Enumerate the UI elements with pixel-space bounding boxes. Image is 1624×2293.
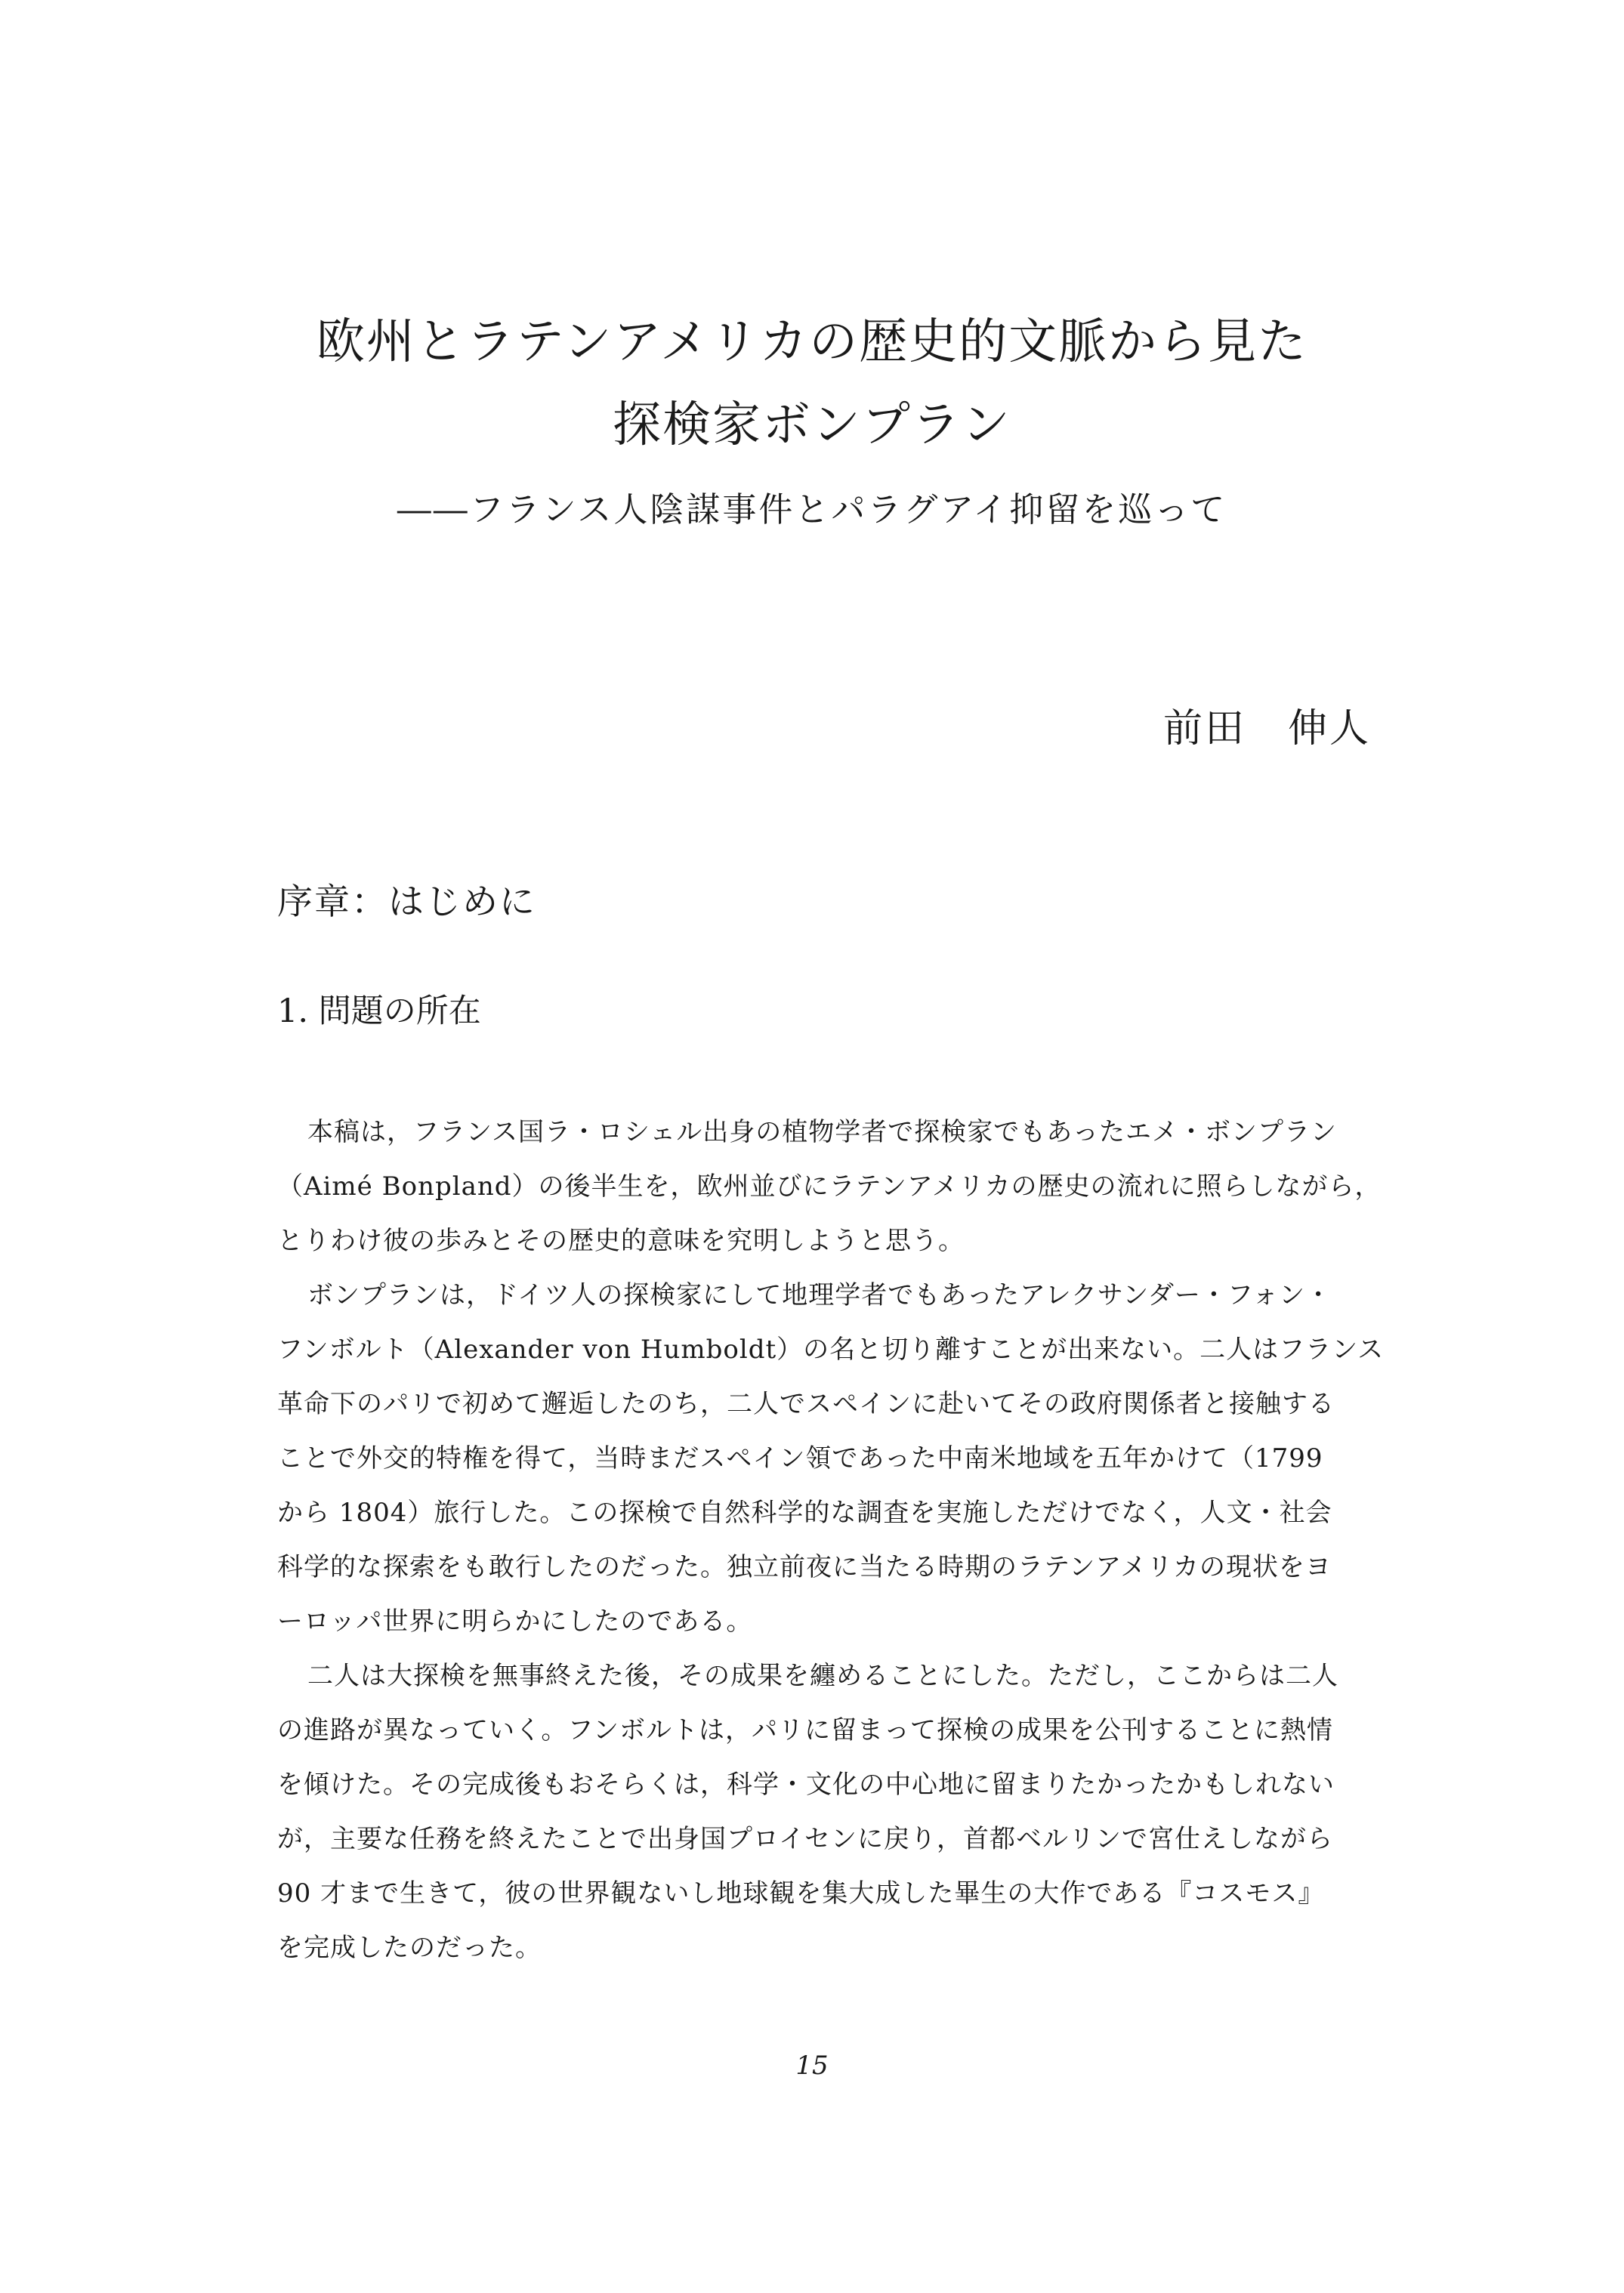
body-line: ボンプランは，ドイツ人の探検家にして地理学者でもあったアレクサンダー・フォン・ (307, 1280, 1332, 1310)
body-line: フンボルト（Alexander von Humboldt）の名と切り離すことが出来ない。二人はフランス (277, 1335, 1385, 1365)
title-line-2: 探検家ボンプラン (613, 397, 1011, 453)
body-line: の進路が異なっていく。フンボルトは，パリに留まって探検の成果を公刊することに熱情 (277, 1715, 1333, 1745)
subtitle: ――フランス人陰謀事件とパラグアイ抑留を巡って (397, 489, 1227, 529)
author-name: 前田 伸人 (1162, 706, 1371, 751)
title-line-1: 欧州とラテンアメリカの歴史的文脈から見た (316, 314, 1308, 370)
body-line: ーロッパ世界に明らかにしたのである。 (277, 1606, 753, 1637)
body-line: （Aimé Bonpland）の後半生を，欧州並びにラテンアメリカの歴史の流れに照らしながら， (277, 1171, 1382, 1202)
body-line: 革命下のパリで初めて邂逅したのち，二人でスペインに赴いてその政府関係者と接触する (277, 1389, 1335, 1419)
body-text (277, 1105, 1410, 1975)
body-line: を傾けた。その完成後もおそらくは，科学・文化の中心地に留まりたかったかもしれない (277, 1770, 1335, 1800)
chapter-heading: 序章：はじめに (277, 881, 536, 923)
body-line: とりわけ彼の歩みとその歴史的意味を究明しようと思う。 (277, 1226, 965, 1256)
section-heading: 1. 問題の所在 (277, 992, 481, 1030)
body-line: を完成したのだった。 (277, 1933, 542, 1963)
body-line: ことで外交的特権を得て，当時まだスペイン領であった中南米地域を五年かけて（1799 (277, 1443, 1323, 1474)
body-line: 本稿は，フランス国ラ・ロシェル出身の植物学者で探検家でもあったエメ・ボンプラン (307, 1117, 1337, 1147)
body-line: 二人は大探検を無事終えた後，その成果を纏めることにした。ただし，ここからは二人 (307, 1661, 1338, 1691)
page-number: 15 (795, 2051, 829, 2081)
body-line: から 1804）旅行した。この探検で自然科学的な調査を実施しただけでなく，人文・社会 (277, 1498, 1332, 1528)
body-line: が，主要な任務を終えたことで出身国プロイセンに戻り，首都ベルリンで宮仕えしながら (277, 1824, 1333, 1854)
body-line: 科学的な探索をも敢行したのだった。独立前夜に当たる時期のラテンアメリカの現状をヨ (277, 1552, 1332, 1582)
body-line: 90 才まで生きて，彼の世界観ないし地球観を集大成した畢生の大作である『コスモス』 (277, 1878, 1325, 1909)
